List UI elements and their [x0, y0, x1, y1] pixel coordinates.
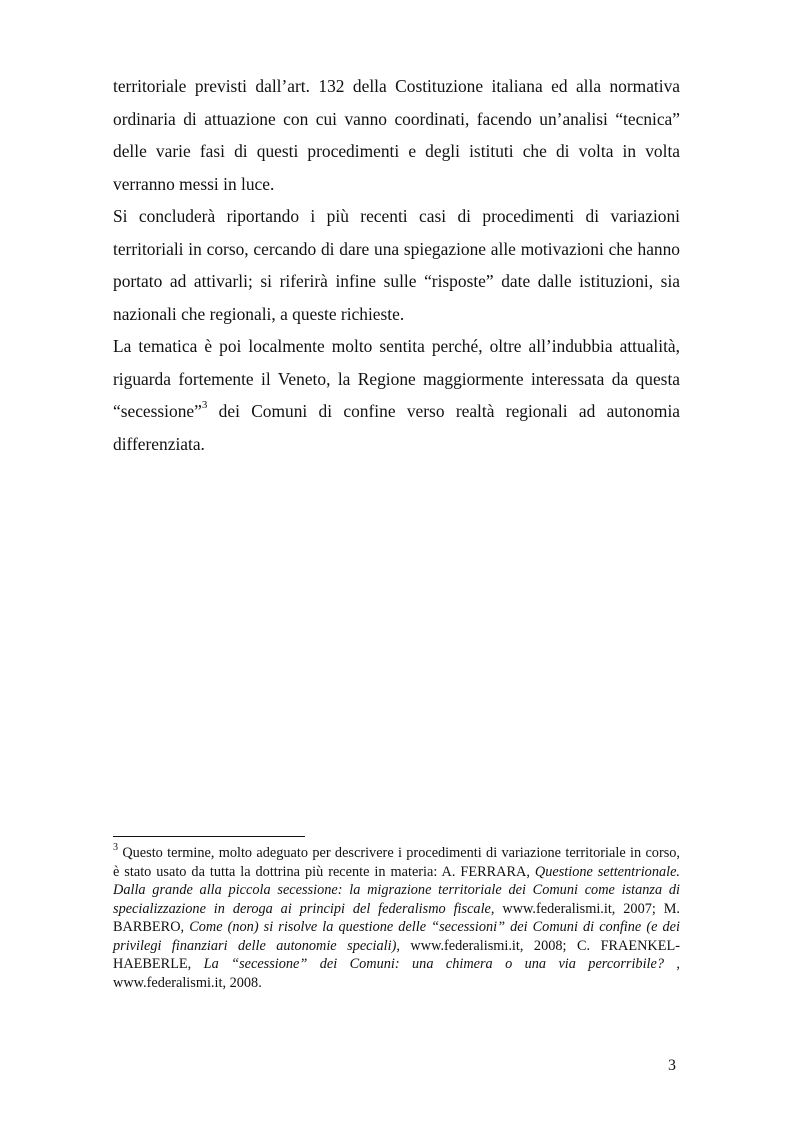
footnote-text-4: , www.federalismi.it, 2008. — [113, 956, 680, 991]
footnote-reference[interactable]: 3 — [201, 399, 208, 412]
footnote-title-1: Questione settentrionale. Dalla grande alla piccola secessione: la migrazione territoriale dei Comuni come istanza di specializzazione in deroga ai principi del federalismo fiscale — [113, 863, 681, 917]
footnote-title-2: Come (non) si risolve la questione delle “secessioni” dei Comuni di confine (e dei privilegi finanziari delle autonomie speciali) — [113, 919, 680, 954]
footnote-text-1: Questo termine, molto adeguato per descrivere i procedimenti di variazione territoriale in corso, è stato usato da tutta la dottrina più recente in materia: A. FERRARA, — [113, 845, 680, 880]
paragraph-2-text: Si concluderà riportando i più recenti casi di procedimenti di variazioni territoriali in corso, cercando di dare una spiegazione alle motivazioni che hanno portato ad attivarli; si riferirà infine sulle “risposte” date dalle istituzioni, sia nazionali che regionali, a queste richieste. — [113, 206, 680, 324]
footnote-text-2: , www.federalismi.it, 2007; M. BARBERO, — [113, 900, 681, 935]
page-number: 3 — [668, 1057, 676, 1074]
paragraph-1 — [113, 70, 680, 200]
footnote-text-3: , www.federalismi.it, 2008; C. FRAENKEL-HAEBERLE, — [113, 937, 680, 972]
paragraph-3-text-end: dei Comuni di confine verso realtà regionali ad autonomia differenziata. — [113, 401, 680, 454]
paragraph-3 — [113, 330, 680, 460]
footnote-separator — [113, 836, 305, 837]
body-text — [113, 70, 680, 460]
footnote-3 — [113, 844, 680, 992]
paragraph-1-text: territoriale previsti dall’art. 132 della Costituzione italiana ed alla normativa ordinaria di attuazione con cui vanno coordinati, facendo un’analisi “tecnica” delle varie fasi di questi procedimenti e degli istituti che di volta in volta verranno messi in luce. — [113, 76, 680, 194]
footnote-title-3: La “secessione” dei Comuni: una chimera o una via percorribile? — [203, 956, 665, 972]
footnote-marker: 3 — [113, 842, 118, 854]
paragraph-2 — [113, 200, 680, 330]
paragraph-3-text-start: La tematica è poi localmente molto sentita perché, oltre all’indubbia attualità, riguarda fortemente il Veneto, la Regione maggiormente interessata da questa “secessione” — [113, 336, 680, 421]
